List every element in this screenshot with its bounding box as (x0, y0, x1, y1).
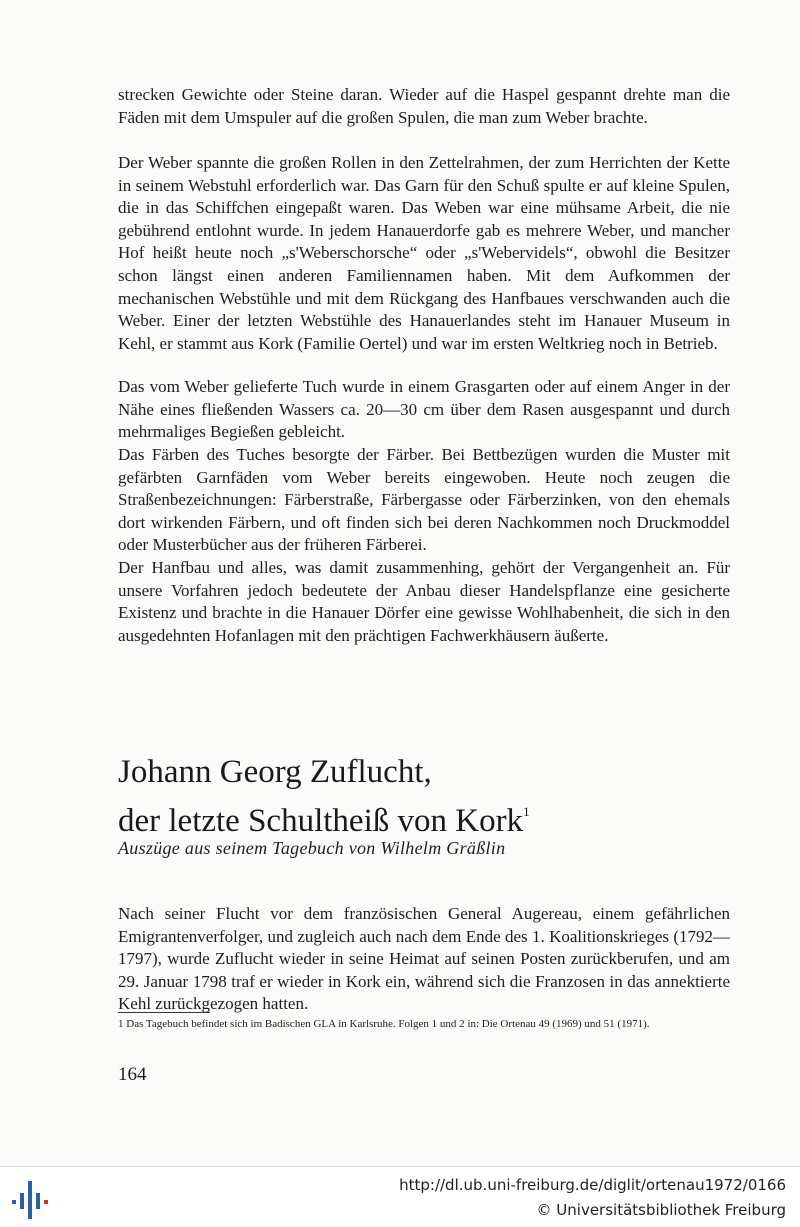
footnote-divider (118, 1012, 210, 1013)
article-subtitle: Auszüge aus seinem Tagebuch von Wilhelm Gräßlin (118, 838, 506, 858)
copyright-text: © Universitätsbibliothek Freiburg (536, 1201, 786, 1219)
page-number: 164 (118, 1064, 147, 1085)
paragraph-weber: Der Weber spannte die großen Rollen in den Zettelrahmen, der zum Herrichten der Kette in seinem Webstuhl erforderlich war. Das Garn für den Schuß spulte er auf kleine Spulen, die in das Schiffchen eingepaßt waren. Das Weben war eine mühsame Arbeit, die nie gebührend entlohnt wurde. In jedem Hanauerdorfe gab es mehrere Weber, und mancher Hof heißt heute noch „s'Weberschorsche“ oder „s'Webervidels“, obwohl die Besitzer schon längst einen anderen Familiennamen haben. Mit dem Aufkommen der mechanischen Webstühle und mit dem Rückgang des Hanfbaues verschwanden auch die Weber. Einer der letzten Webstühle des Hanauerlandes steht im Hanauer Museum in Kehl, er stammt aus Kork (Familie Oertel) und war im ersten Weltkrieg noch in Betrieb. (118, 153, 730, 353)
paragraph-dyeing: Das Färben des Tuches besorgte der Färber. Bei Bettbezügen wurden die Muster mit gefärbten Garnfäden vom Weber bereits eingewoben. Heute noch zeugen die Straßenbezeichnungen: Färberstraße, Färbergasse oder Färberzinken, von den ehemals dort wirkenden Färbern, und oft finden sich bei deren Nachkommen noch Druckmoddel oder Musterbücher aus der früheren Färberei. (118, 445, 730, 555)
article-title (118, 752, 738, 841)
paragraph-weaving-spools: strecken Gewichte oder Steine daran. Wieder auf die Haspel gespannt drehte man die Fäden mit dem Umspuler auf die großen Spulen, die man zum Weber brachte. (118, 85, 730, 127)
article-title-line2: der letzte Schultheiß von Kork (118, 803, 524, 839)
article-title-line1: Johann Georg Zuflucht, (118, 754, 432, 790)
paragraph-hemp-history: Der Hanfbau und alles, was damit zusammenhing, gehört der Vergangenheit an. Für unsere Vorfahren jedoch bedeutete der Anbau dieser Handelspflanze eine gesicherte Existenz und brachte in die Hanauer Dörfer eine gewisse Wohlhabenheit, die sich in den ausgedehnten Hofanlagen mit den prächtigen Fachwerkhäusern äußerte. (118, 558, 730, 645)
paragraph-article-intro: Nach seiner Flucht vor dem französischen General Augereau, einem gefährlichen Emigrantenverfolger, und zugleich auch nach dem Ende des 1. Koalitionskrieges (1792—1797), wurde Zuflucht wieder in seine Heimat auf seinen Posten zurückberufen, und am 29. Januar 1798 traf er wieder in Kork ein, während sich die Franzosen in das annektierte Kehl zurückgezogen hatten. (118, 904, 730, 1014)
permalink-link[interactable]: http://dl.ub.uni-freiburg.de/diglit/ortenau1972/0166 (399, 1176, 786, 1194)
ub-freiburg-logo-icon (10, 1181, 50, 1219)
library-footer (0, 1166, 800, 1227)
footnote-text: 1 Das Tagebuch befindet sich im Badischen GLA in Karlsruhe. Folgen 1 und 2 in: Die Ortenau 49 (1969) und 51 (1971). (118, 1018, 650, 1030)
paragraph-bleaching: Das vom Weber gelieferte Tuch wurde in einem Grasgarten oder auf einem Anger in der Nähe eines fließenden Wassers ca. 20—30 cm über dem Rasen ausgespannt und durch mehrmaliges Begießen gebleicht. (118, 377, 730, 442)
footnote-marker: 1 (523, 804, 530, 819)
